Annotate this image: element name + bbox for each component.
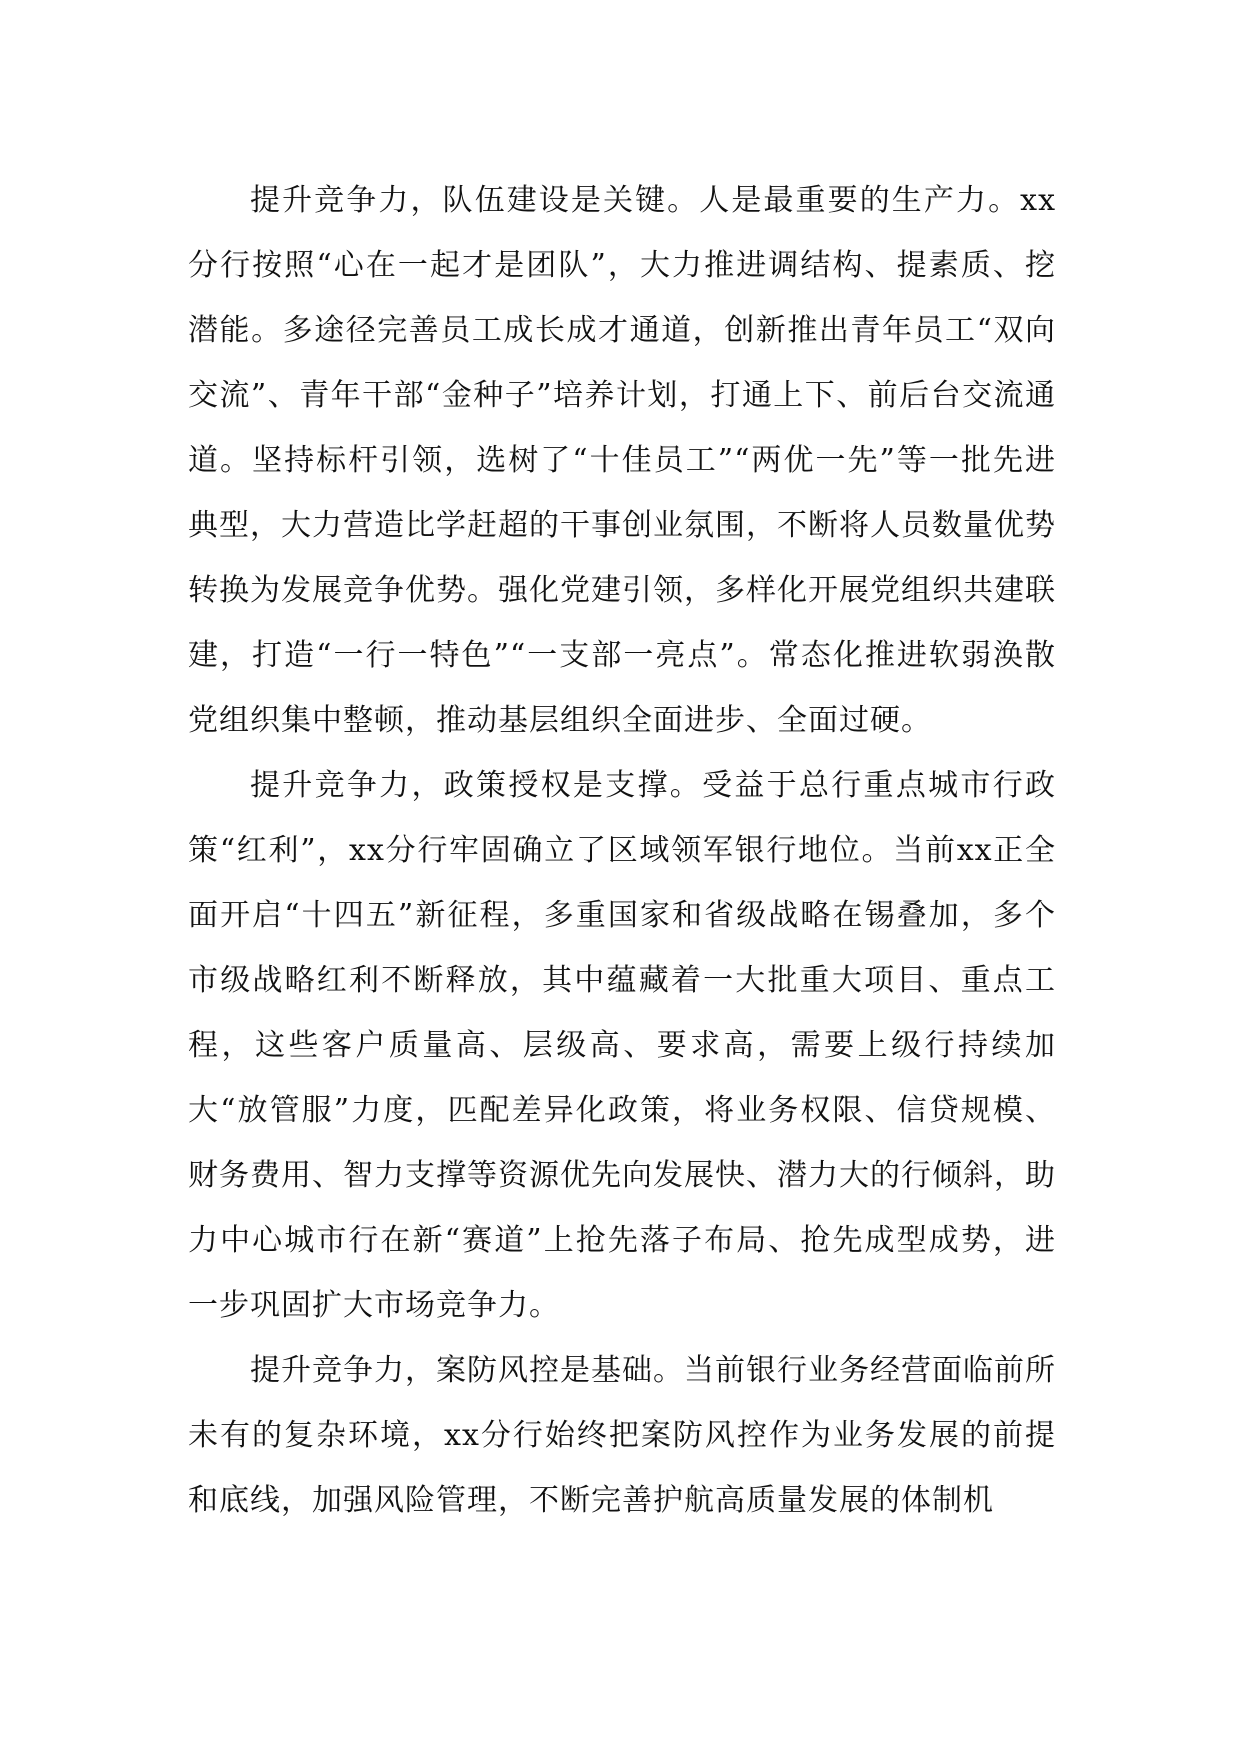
paragraph-policy-authorization: 提升竞争力，政策授权是支撑。受益于总行重点城市行政策“红利”，xx分行牢固确立了区域领军银行地位。当前xx正全面开启“十四五”新征程，多重国家和省级战略在锡叠加，多个市级战略红利不断释放，其中蕴藏着一大批重大项目、重点工程，这些客户质量高、层级高、要求高，需要上级行持续加大“放管服”力度，匹配差异化政策，将业务权限、信贷规模、财务费用、智力支撑等资源优先向发展快、潜力大的行倾斜，助力中心城市行在新“赛道”上抢先落子布局、抢先成型成势，进一步巩固扩大市场竞争力。 — [188, 768, 1056, 1323]
paragraph-risk-control: 提升竞争力，案防风控是基础。当前银行业务经营面临前所未有的复杂环境，xx分行始终把案防风控作为业务发展的前提和底线，加强风险管理，不断完善护航高质量发展的体制机 — [188, 1353, 1056, 1518]
paragraph-team-building: 提升竞争力，队伍建设是关键。人是最重要的生产力。xx分行按照“心在一起才是团队”，大力推进调结构、提素质、挖潜能。多途径完善员工成长成才通道，创新推出青年员工“双向交流”、青年干部“金种子”培养计划，打通上下、前后台交流通道。坚持标杆引领，选树了“十佳员工”“两优一先”等一批先进典型，大力营造比学赶超的干事创业氛围，不断将人员数量优势转换为发展竞争优势。强化党建引领，多样化开展党组织共建联建，打造“一行一特色”“一支部一亮点”。常态化推进软弱涣散党组织集中整顿，推动基层组织全面进步、全面过硬。 — [188, 183, 1056, 738]
document-body — [188, 168, 1056, 1533]
